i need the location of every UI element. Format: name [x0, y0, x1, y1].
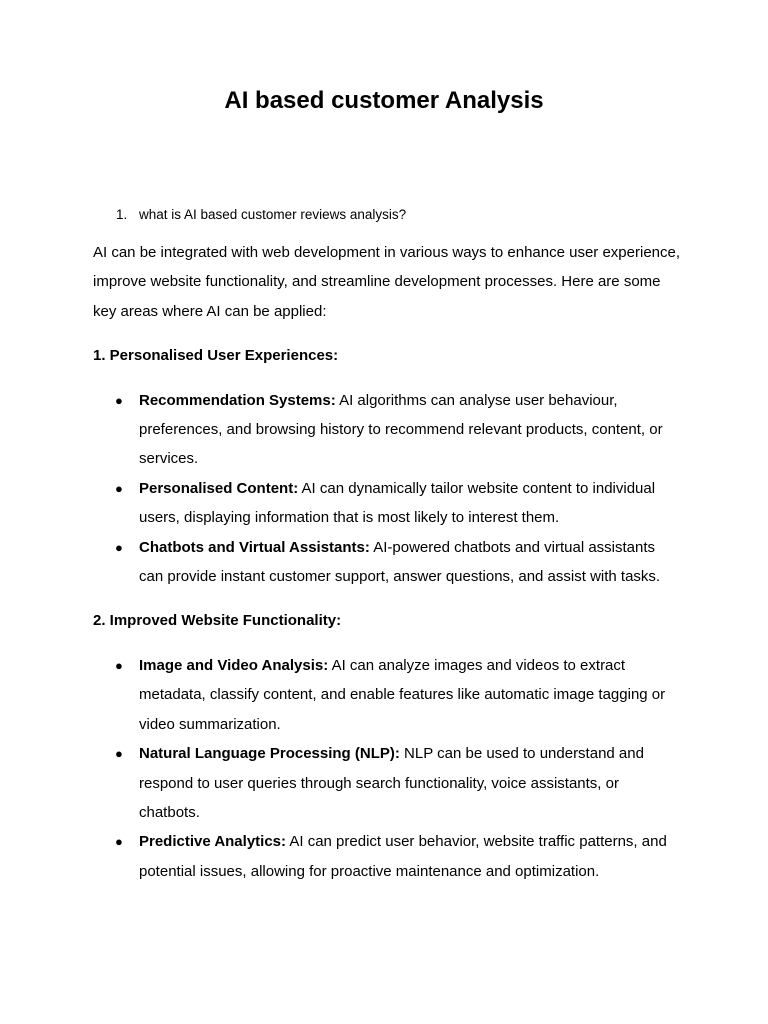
- item-term: Predictive Analytics:: [139, 833, 287, 851]
- list-item: [93, 739, 683, 827]
- bullet-list-functionality: [93, 651, 683, 886]
- list-item: [93, 386, 683, 474]
- item-term: Chatbots and Virtual Assistants:: [139, 538, 370, 556]
- bullet-icon: ●: [115, 539, 123, 555]
- section-heading-personalised: 1. Personalised User Experiences:: [93, 347, 339, 365]
- intro-paragraph: AI can be integrated with web development in various ways to enhance user experience, improve website functionality, and streamline development processes. Here are some key areas where AI can be applied:: [93, 244, 681, 320]
- item-text: AI-powered chatbots and virtual assistants can provide instant customer support, answer questions, and assist with tasks.: [139, 538, 661, 586]
- item-text: AI can dynamically tailor website content to individual users, displaying information that is most likely to interest them.: [139, 479, 656, 527]
- bullet-icon: ●: [115, 392, 123, 408]
- bullet-icon: ●: [115, 834, 123, 850]
- item-text: AI can analyze images and videos to extract metadata, classify content, and enable features like automatic image tagging or video summarization.: [139, 656, 666, 733]
- document-body: [93, 238, 683, 901]
- list-item: [93, 533, 683, 592]
- item-term: Natural Language Processing (NLP):: [139, 745, 400, 763]
- question-number: 1.: [116, 207, 128, 222]
- item-term: Recommendation Systems:: [139, 391, 336, 409]
- page-title: AI based customer Analysis: [224, 87, 544, 114]
- bullet-list-personalised: [93, 386, 683, 592]
- list-item: [93, 474, 683, 533]
- item-text: NLP can be used to understand and respond to user queries through search functionality, voice assistants, or chatbots.: [139, 745, 644, 821]
- bullet-icon: ●: [115, 657, 123, 673]
- section-heading-functionality: 2. Improved Website Functionality:: [93, 612, 342, 630]
- bullet-icon: ●: [115, 746, 123, 762]
- list-item: [93, 651, 683, 739]
- numbered-question: [116, 206, 406, 224]
- question-text: what is AI based customer reviews analysis?: [139, 207, 407, 222]
- item-term: Personalised Content:: [139, 479, 299, 497]
- item-term: Image and Video Analysis:: [139, 656, 329, 674]
- bullet-icon: ●: [115, 480, 123, 496]
- item-text: AI algorithms can analyse user behaviour, preferences, and browsing history to recommend relevant products, content, or services.: [139, 391, 663, 468]
- item-text: AI can predict user behavior, website traffic patterns, and potential issues, allowing for proactive maintenance and optimization.: [139, 833, 667, 880]
- list-item: [93, 827, 683, 886]
